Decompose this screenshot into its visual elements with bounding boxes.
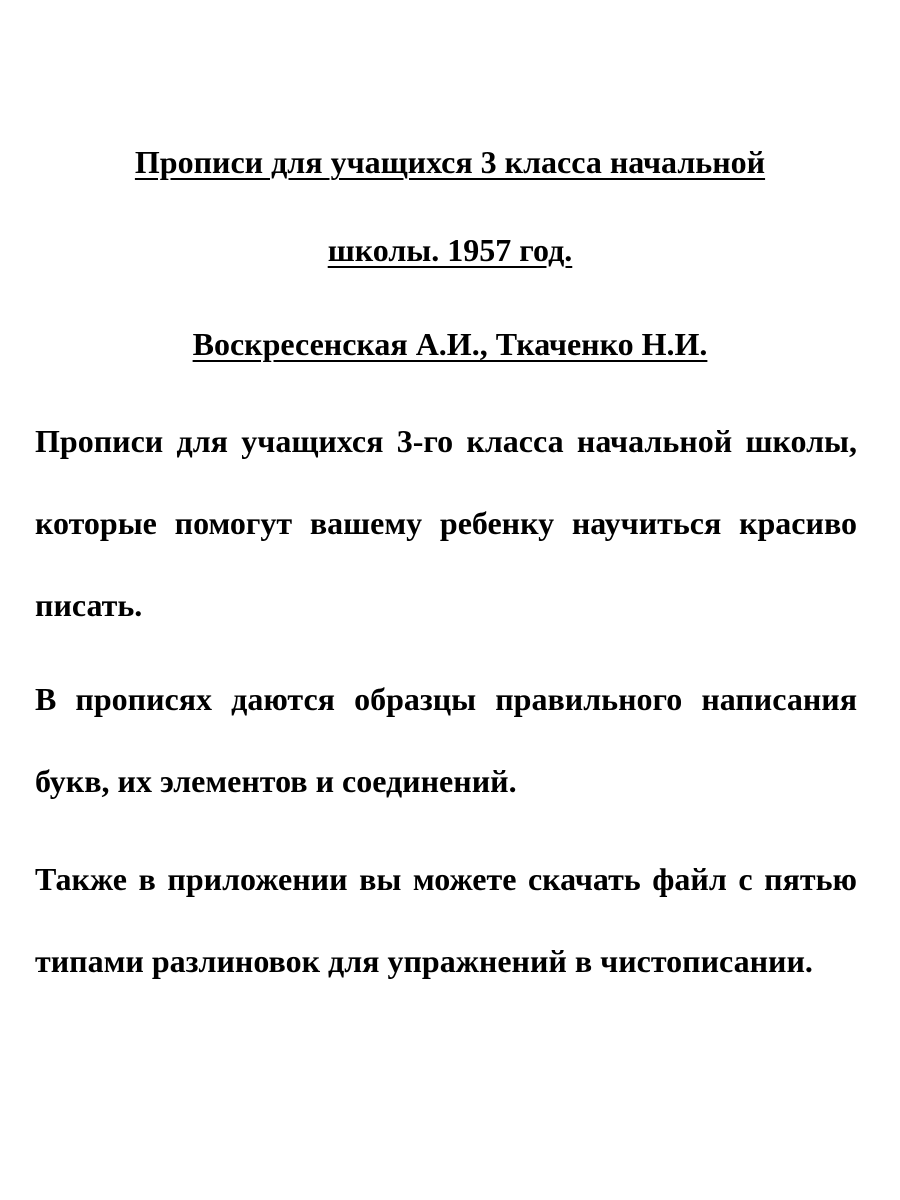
paragraph-intro: Прописи для учащихся 3-го класса начальной школы, которые помогут вашему ребенку научиться красиво писать.: [35, 423, 857, 623]
title-line-2: школы. 1957 год.: [327, 232, 573, 268]
document-title: [0, 118, 900, 294]
title-line-1: Прописи для учащихся 3 класса начальной: [134, 144, 766, 180]
paragraph-appendix: Также в приложении вы можете скачать файл с пятью типами разлиновок для упражнений в чистописании.: [35, 861, 857, 979]
authors-line: Воскресенская А.И., Ткаченко Н.И.: [192, 326, 708, 362]
paragraph-samples: В прописях даются образцы правильного написания букв, их элементов и соединений.: [35, 681, 857, 799]
